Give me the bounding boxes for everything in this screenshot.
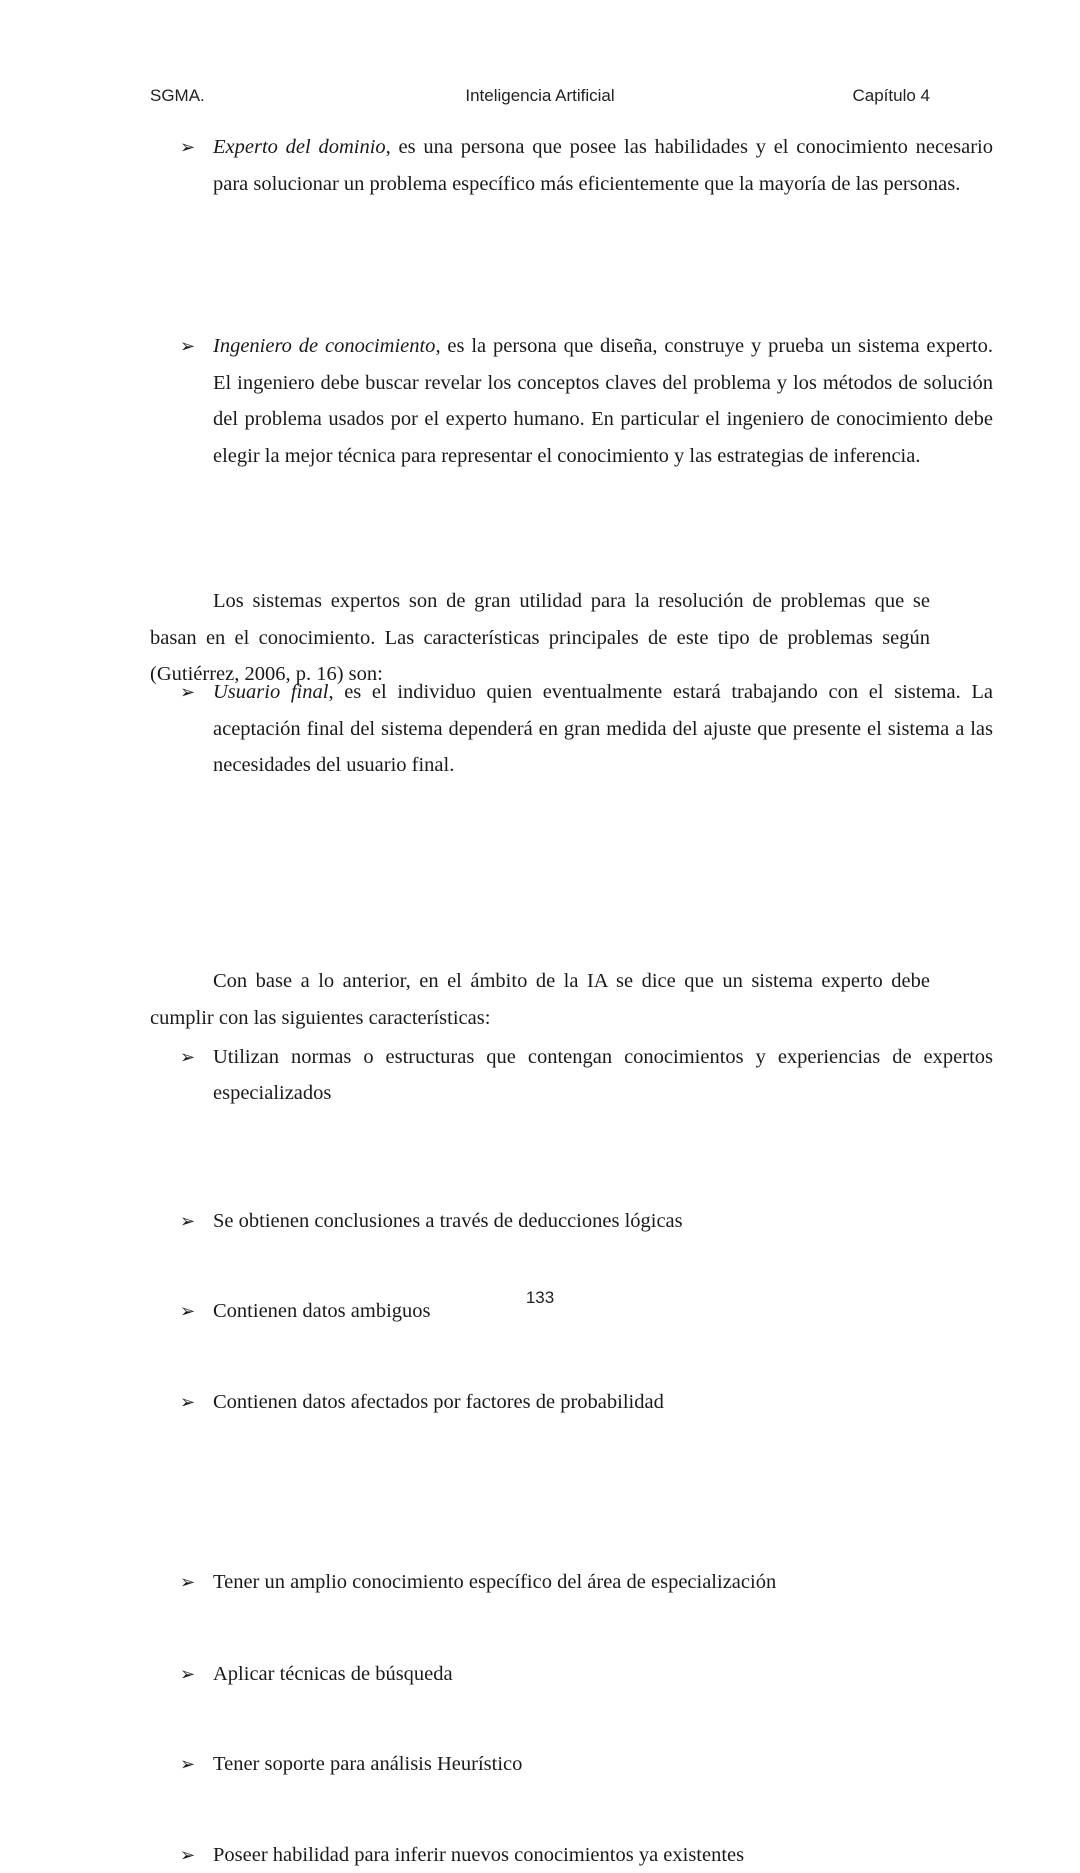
list-item-text: Poseer habilidad para inferir nuevos conocimientos ya existentes — [213, 1844, 744, 1866]
header-title: Inteligencia Artificial — [0, 86, 1080, 106]
paragraph: Con base a lo anterior, en el ámbito de la IA se dice que un sistema experto debe cumplir con las siguientes características: — [150, 963, 930, 1036]
arrow-bullet-icon: ➢ — [180, 1746, 195, 1783]
page-number: 133 — [0, 1288, 1080, 1308]
list-item-text: Utilizan normas o estructuras que contengan conocimientos y experiencias de expertos especializados — [213, 1046, 993, 1105]
arrow-bullet-icon: ➢ — [180, 129, 195, 166]
list-item-text: Tener soporte para análisis Heurístico — [213, 1753, 522, 1775]
list-item-text: Tener un amplio conocimiento específico del área de especialización — [213, 1571, 776, 1593]
role-term: Usuario final — [213, 681, 328, 703]
role-text: , es el individuo quien eventualmente estará trabajando con el sistema. La aceptación final del sistema dependerá en gran medida del ajuste que presente el sistema a las necesidades del usuario final. — [213, 681, 993, 776]
role-text: , es la persona que diseña, construye y prueba un sistema experto. El ingeniero debe buscar revelar los conceptos claves del problema y los métodos de solución del problema usados por el experto humano. En particular el ingeniero de conocimiento debe elegir la mejor técnica para representar el conocimiento y las estrategias de inferencia. — [213, 335, 993, 467]
arrow-bullet-icon: ➢ — [180, 1203, 195, 1240]
arrow-bullet-icon: ➢ — [180, 1837, 195, 1873]
list-item — [150, 1039, 993, 1112]
header-left: SGMA. — [150, 86, 205, 106]
list-item-text: Se obtienen conclusiones a través de deducciones lógicas — [213, 1210, 683, 1232]
role-text: , es una persona que posee las habilidades y el conocimiento necesario para solucionar un problema específico más eficientemente que la mayoría de las personas. — [213, 136, 993, 195]
list-item — [150, 1746, 993, 1783]
role-term: Experto del dominio — [213, 136, 386, 158]
list-item-text: Contienen datos afectados por factores de probabilidad — [213, 1391, 664, 1413]
list-item — [150, 1564, 993, 1601]
role-term: Ingeniero de conocimiento — [213, 335, 435, 357]
arrow-bullet-icon: ➢ — [180, 1564, 195, 1601]
list-item-text: Contienen datos ambiguos — [213, 1300, 431, 1322]
list-item — [150, 1203, 993, 1240]
arrow-bullet-icon: ➢ — [180, 1293, 195, 1330]
arrow-bullet-icon: ➢ — [180, 674, 195, 711]
paragraph: Los sistemas expertos son de gran utilidad para la resolución de problemas que se basan en el conocimiento. Las características principales de este tipo de problemas según (Gutiérrez, 2006, p. 16) son: — [150, 583, 930, 693]
list-item — [150, 1656, 993, 1693]
arrow-bullet-icon: ➢ — [180, 1656, 195, 1693]
list-item-text: Aplicar técnicas de búsqueda — [213, 1663, 453, 1685]
role-item — [150, 328, 993, 474]
role-item — [150, 129, 993, 202]
header-chapter: Capítulo 4 — [853, 86, 931, 106]
arrow-bullet-icon: ➢ — [180, 1384, 195, 1421]
list-item — [150, 1837, 993, 1873]
arrow-bullet-icon: ➢ — [180, 1039, 195, 1076]
list-item — [150, 1384, 993, 1421]
arrow-bullet-icon: ➢ — [180, 328, 195, 365]
